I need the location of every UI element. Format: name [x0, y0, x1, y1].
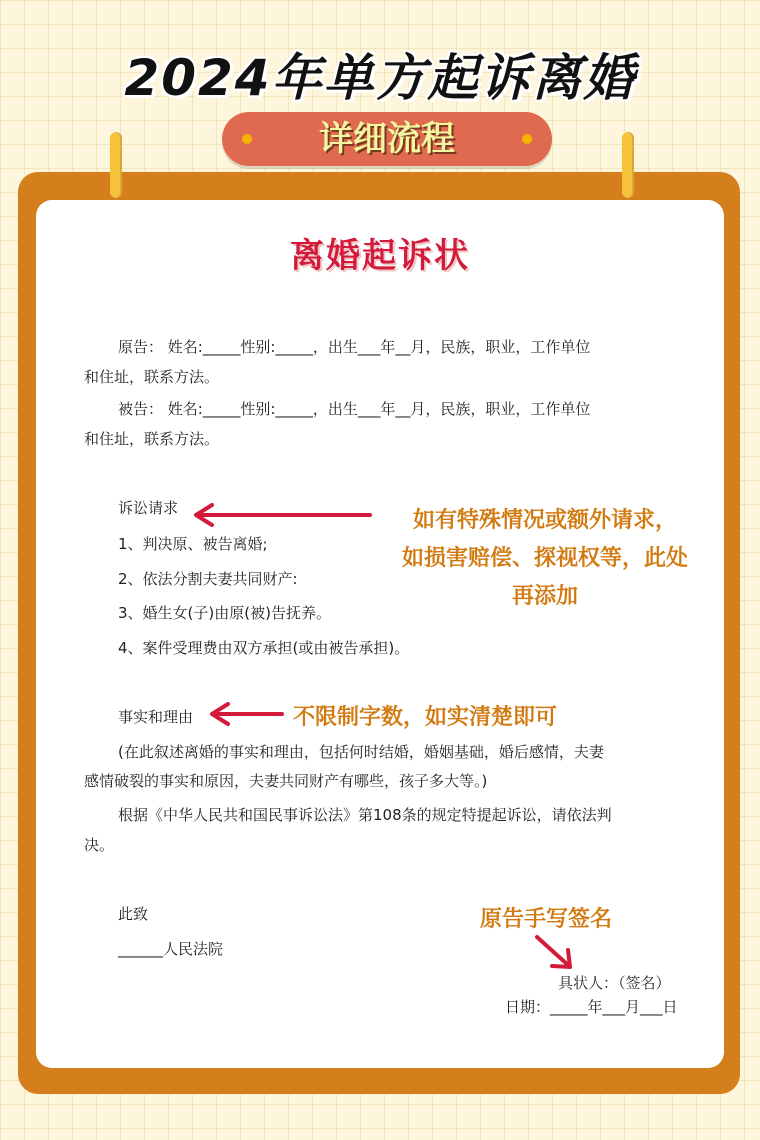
subtitle-pill — [222, 112, 552, 166]
date-line: 日期：_____年___月___日 — [505, 998, 678, 1016]
signer-line: 具状人：（签名） — [558, 974, 671, 992]
plaintiff-line-2: 和住址，联系方法。 — [84, 368, 220, 386]
document-title: 离婚起诉状 — [290, 236, 470, 276]
claim-item-1: 1、判决原、被告离婚; — [118, 535, 268, 553]
claims-note-line-3: 再添加 — [511, 584, 578, 609]
subtitle-text: 详细流程 — [319, 119, 455, 159]
facts-heading: 事实和理由 — [118, 708, 194, 726]
binder-ring-right — [622, 132, 634, 198]
page-headline: 2024年单方起诉离婚 — [124, 49, 636, 107]
facts-line-1: (在此叙述离婚的事实和理由，包括何时结婚，婚姻基础，婚后感情，夫妻 — [118, 743, 604, 761]
defendant-line-2: 和住址，联系方法。 — [84, 430, 220, 448]
facts-line-2: 感情破裂的事实和原因，夫妻共同财产有哪些，孩子多大等。) — [84, 772, 488, 790]
claim-item-2: 2、依法分割夫妻共同财产: — [118, 570, 298, 588]
binder-ring-left — [110, 132, 122, 198]
basis-line-1: 根据《中华人民共和国民事诉讼法》第108条的规定特提起诉讼，请依法判 — [118, 806, 612, 824]
plaintiff-line-1: 原告： 姓名:_____性别:_____，出生___年__月，民族，职业，工作单位 — [118, 338, 591, 356]
claim-item-4: 4、案件受理费由双方承担(或由被告承担)。 — [118, 639, 410, 657]
claim-item-3: 3、婚生女(子)由原(被)告抚养。 — [118, 604, 331, 622]
basis-line-2: 决。 — [84, 836, 115, 854]
claims-note-line-2: 如损害赔偿、探视权等，此处 — [401, 546, 688, 571]
claims-note-line-1: 如有特殊情况或额外请求， — [412, 508, 677, 533]
salutation: 此致 — [118, 905, 149, 923]
signature-note: 原告手写签名 — [480, 907, 613, 932]
claims-heading: 诉讼请求 — [118, 499, 179, 517]
facts-note: 不限制字数，如实清楚即可 — [293, 705, 558, 730]
court-name: ______人民法院 — [118, 940, 224, 958]
defendant-line-1: 被告： 姓名:_____性别:_____，出生___年__月，民族，职业，工作单位 — [118, 400, 591, 418]
